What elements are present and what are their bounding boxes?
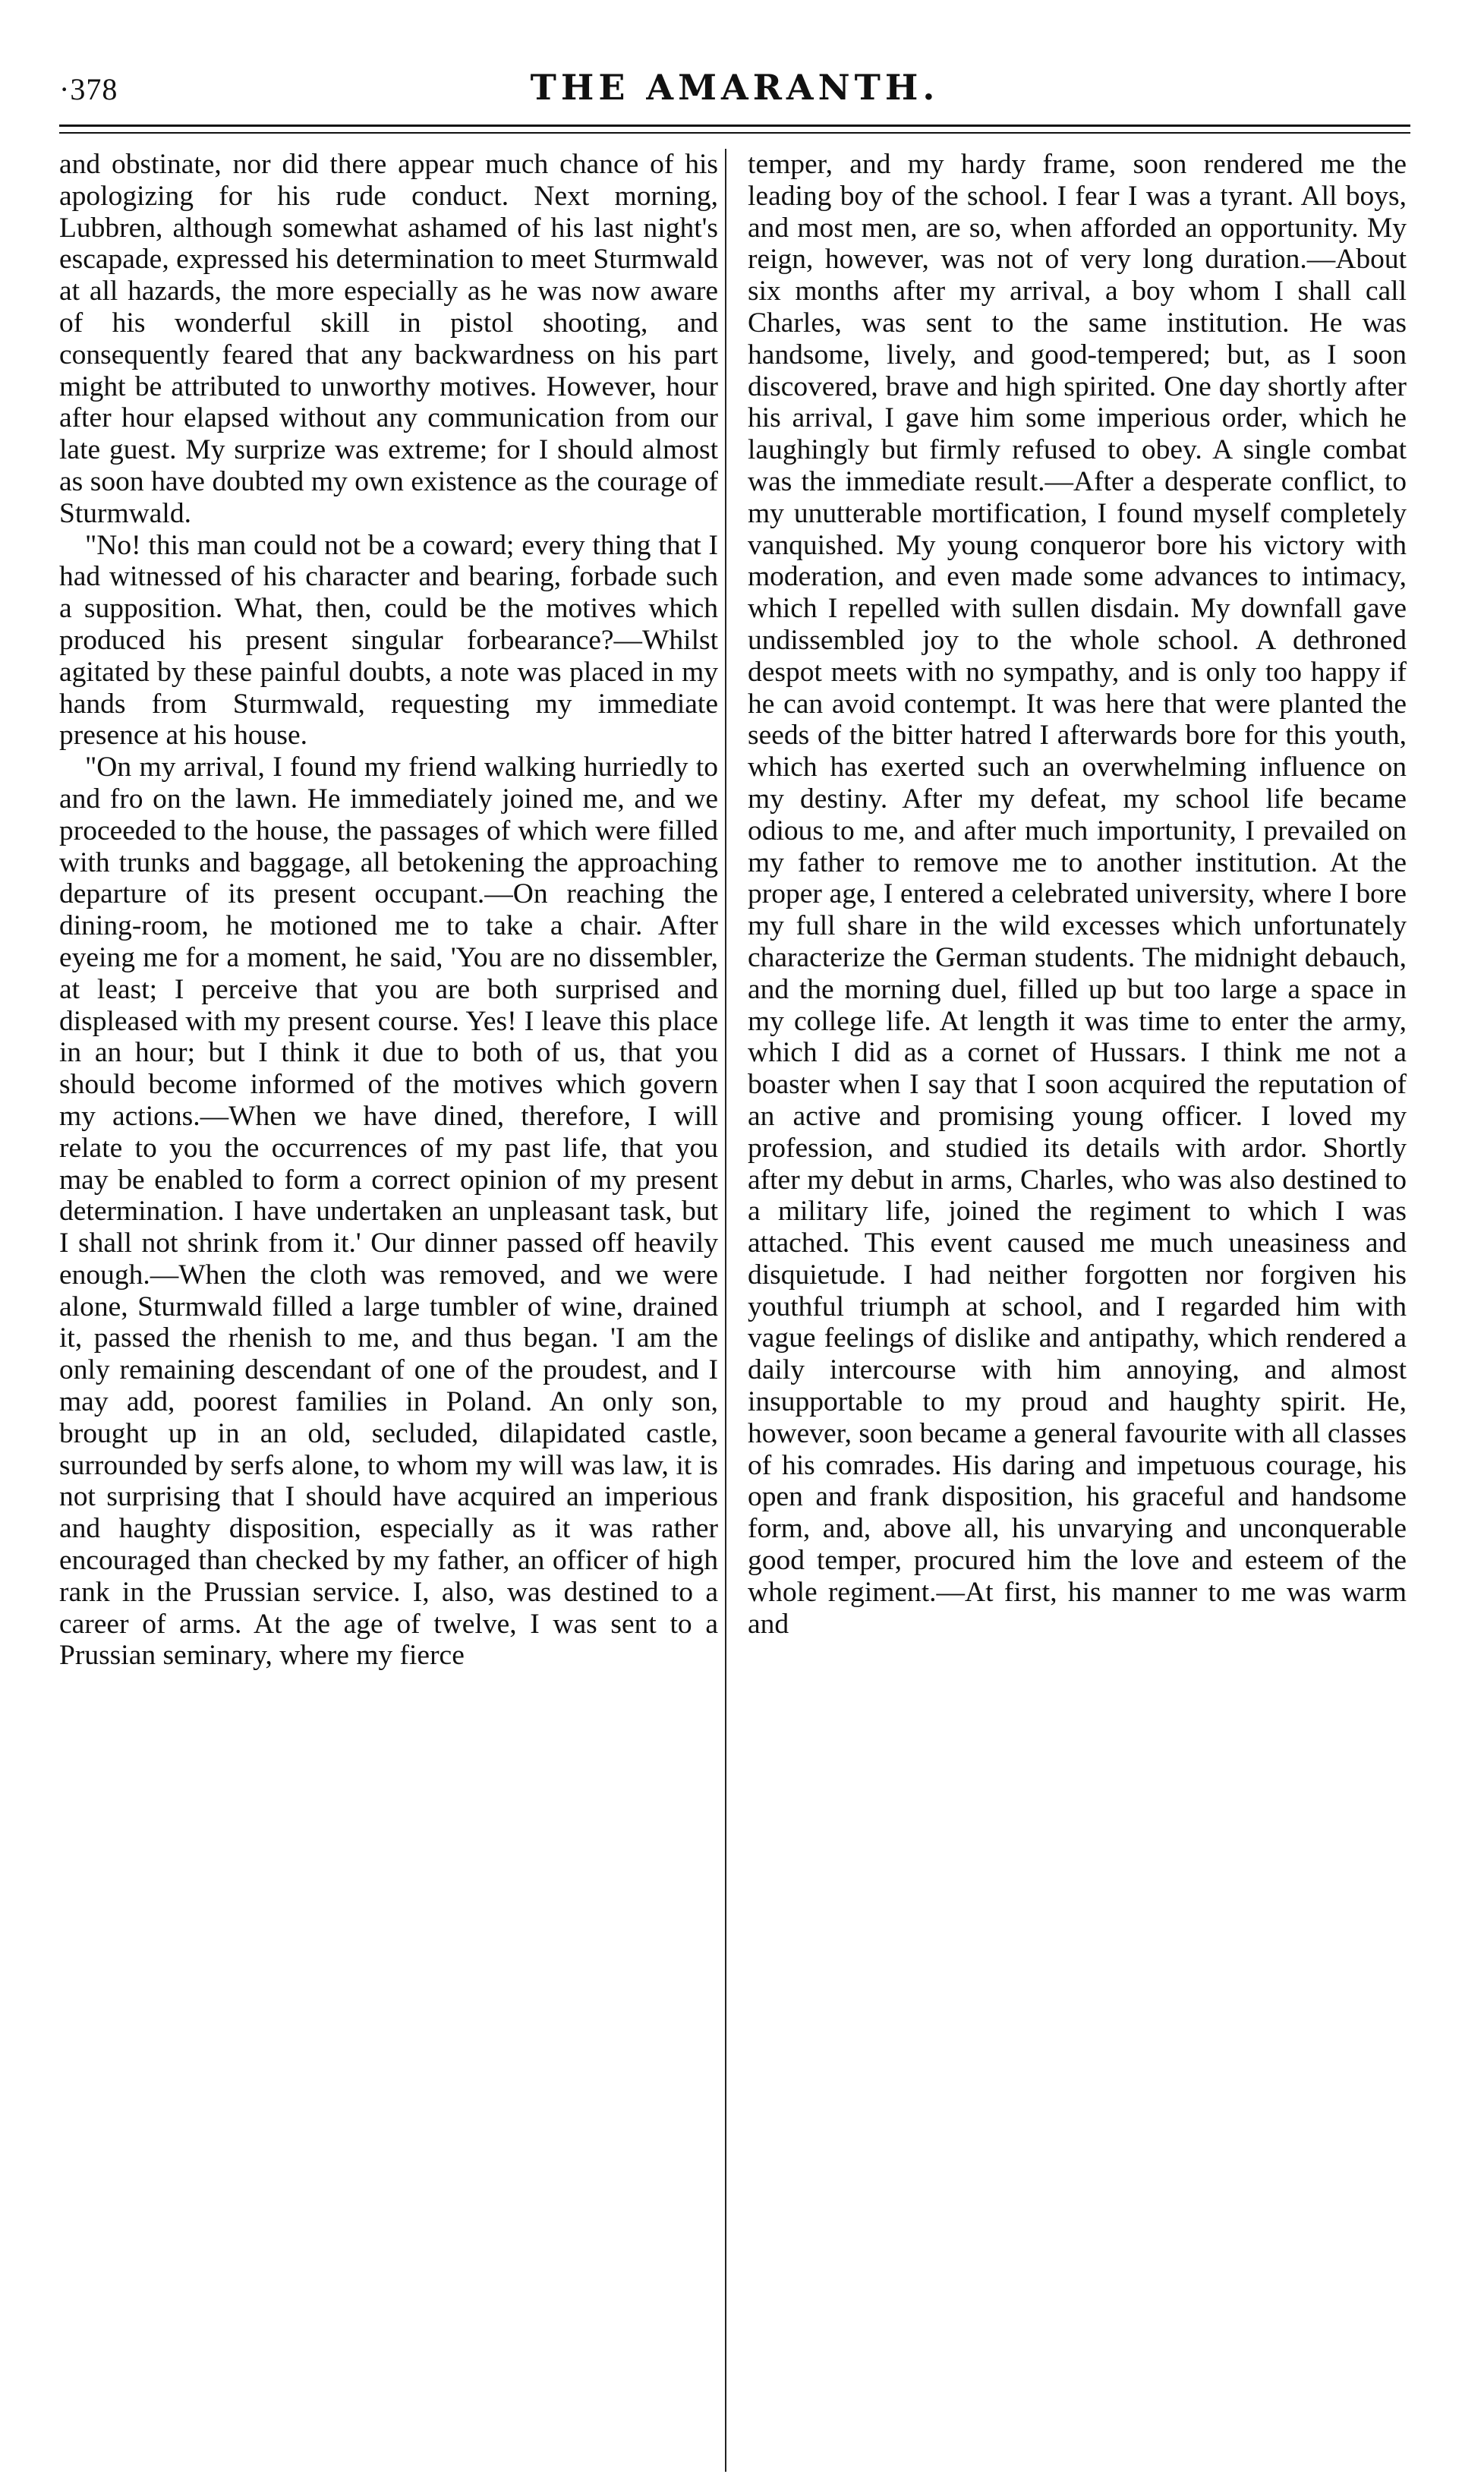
page-header	[59, 67, 1410, 112]
header-rule-bottom	[59, 132, 1410, 134]
page-number: ·378	[59, 72, 118, 106]
header-rule-top	[59, 124, 1410, 127]
paragraph: and obstinate, nor did there appear much chance of his apologizing for his rude conduct. Next morning, Lubbren, although somewhat ashamed of his last night's escapade, expressed his determination to meet Sturmwald at all hazards, the more especially as he was now aware of his wonderful skill in pistol shooting, and consequently feared that any backwardness on his part might be attributed to unworthy motives. However, hour after hour elapsed without any communication from our late guest. My surprize was extreme; for I should almost as soon have doubted my own existence as the courage of Sturmwald.	[59, 149, 718, 529]
paragraph: "On my arrival, I found my friend walking hurriedly to and fro on the lawn. He immediately joined me, and we proceeded to the house, the passages of which were filled with trunks and baggage, all betokening the approaching departure of its present occupant.—On reaching the dining-room, he motioned me to take a chair. After eyeing me for a moment, he said, 'You are no dissembler, at least; I perceive that you are both surprised and displeased with my present course. Yes! I leave this place in an hour; but I think it due to both of us, that you should become informed of the motives which govern my actions.—When we have dined, therefore, I will relate to you the occurrences of my past life, that you may be enabled to form a correct opinion of my present determination. I have undertaken an unpleasant task, but I shall not shrink from it.' Our dinner passed off heavily enough.—When the cloth was removed, and we were alone, Sturmwald filled a large tumbler of wine, drained it, passed the rhenish to me, and thus began. 'I am the only remaining descendant of one of the proudest, and I may add, poorest families in Poland. An only son, brought up in an old, secluded, dilapidated castle, surrounded by serfs alone, to whom my will was law, it is not surprising that I should have acquired an imperious and haughty disposition, especially as it was rather encouraged than checked by my father, an officer of high rank in the Prussian service. I, also, was destined to a career of arms. At the age of twelve, I was sent to a Prussian seminary, where my fierce	[59, 752, 718, 1672]
left-column	[59, 149, 718, 2457]
paragraph: temper, and my hardy frame, soon rendered me the leading boy of the school. I fear I was a tyrant. All boys, and most men, are so, when afforded an opportunity. My reign, however, was not of very long duration.—About six months after my arrival, a boy whom I shall call Charles, was sent to the same institution. He was handsome, lively, and good-tempered; but, as I soon discovered, brave and high spirited. One day shortly after his arrival, I gave him some imperious order, which he laughingly but firmly refused to obey. A single combat was the immediate result.—After a desperate conflict, to my unutterable mortification, I found myself completely vanquished. My young conqueror bore his victory with moderation, and even made some advances to intimacy, which I repelled with sullen disdain. My downfall gave undissembled joy to the whole school. A dethroned despot meets with no sympathy, and is only too happy if he can avoid contempt. It was here that were planted the seeds of the bitter hatred I afterwards bore for this youth, which has exerted such an overwhelming influence on my destiny. After my defeat, my school life became odious to me, and after much importunity, I prevailed on my father to remove me to another institution. At the proper age, I entered a celebrated university, where I bore my full share in the wild excesses which unfortunately characterize the German students. The midnight debauch, and the morning duel, filled up but too large a space in my college life. At length it was time to enter the army, which I did as a cornet of Hussars. I think me not a boaster when I say that I soon acquired the reputation of an active and promising young officer. I loved my profession, and studied its details with ardor. Shortly after my debut in arms, Charles, who was also destined to a military life, joined the regiment to which I was attached. This event caused me much uneasiness and disquietude. I had neither forgotten nor forgiven his youthful triumph at school, and I regarded him with vague feelings of dislike and antipathy, which rendered a daily intercourse with him annoying, and almost insupportable to my proud and haughty spirit. He, however, soon became a general favourite with all classes of his comrades. His daring and impetuous courage, his open and frank disposition, his graceful and handsome form, and, above all, his unvarying and unconquerable good temper, procured him the love and esteem of the whole regiment.—At first, his manner to me was warm and	[748, 149, 1407, 1640]
right-column	[748, 149, 1407, 2457]
running-title: THE AMARANTH.	[530, 67, 940, 108]
column-divider	[725, 149, 726, 2472]
paragraph: "No! this man could not be a coward; every thing that I had witnessed of his character and bearing, forbade such a supposition. What, then, could be the motives which produced his present singular forbearance?—Whilst agitated by these painful doubts, a note was placed in my hands from Sturmwald, requesting my immediate presence at his house.	[59, 529, 718, 752]
